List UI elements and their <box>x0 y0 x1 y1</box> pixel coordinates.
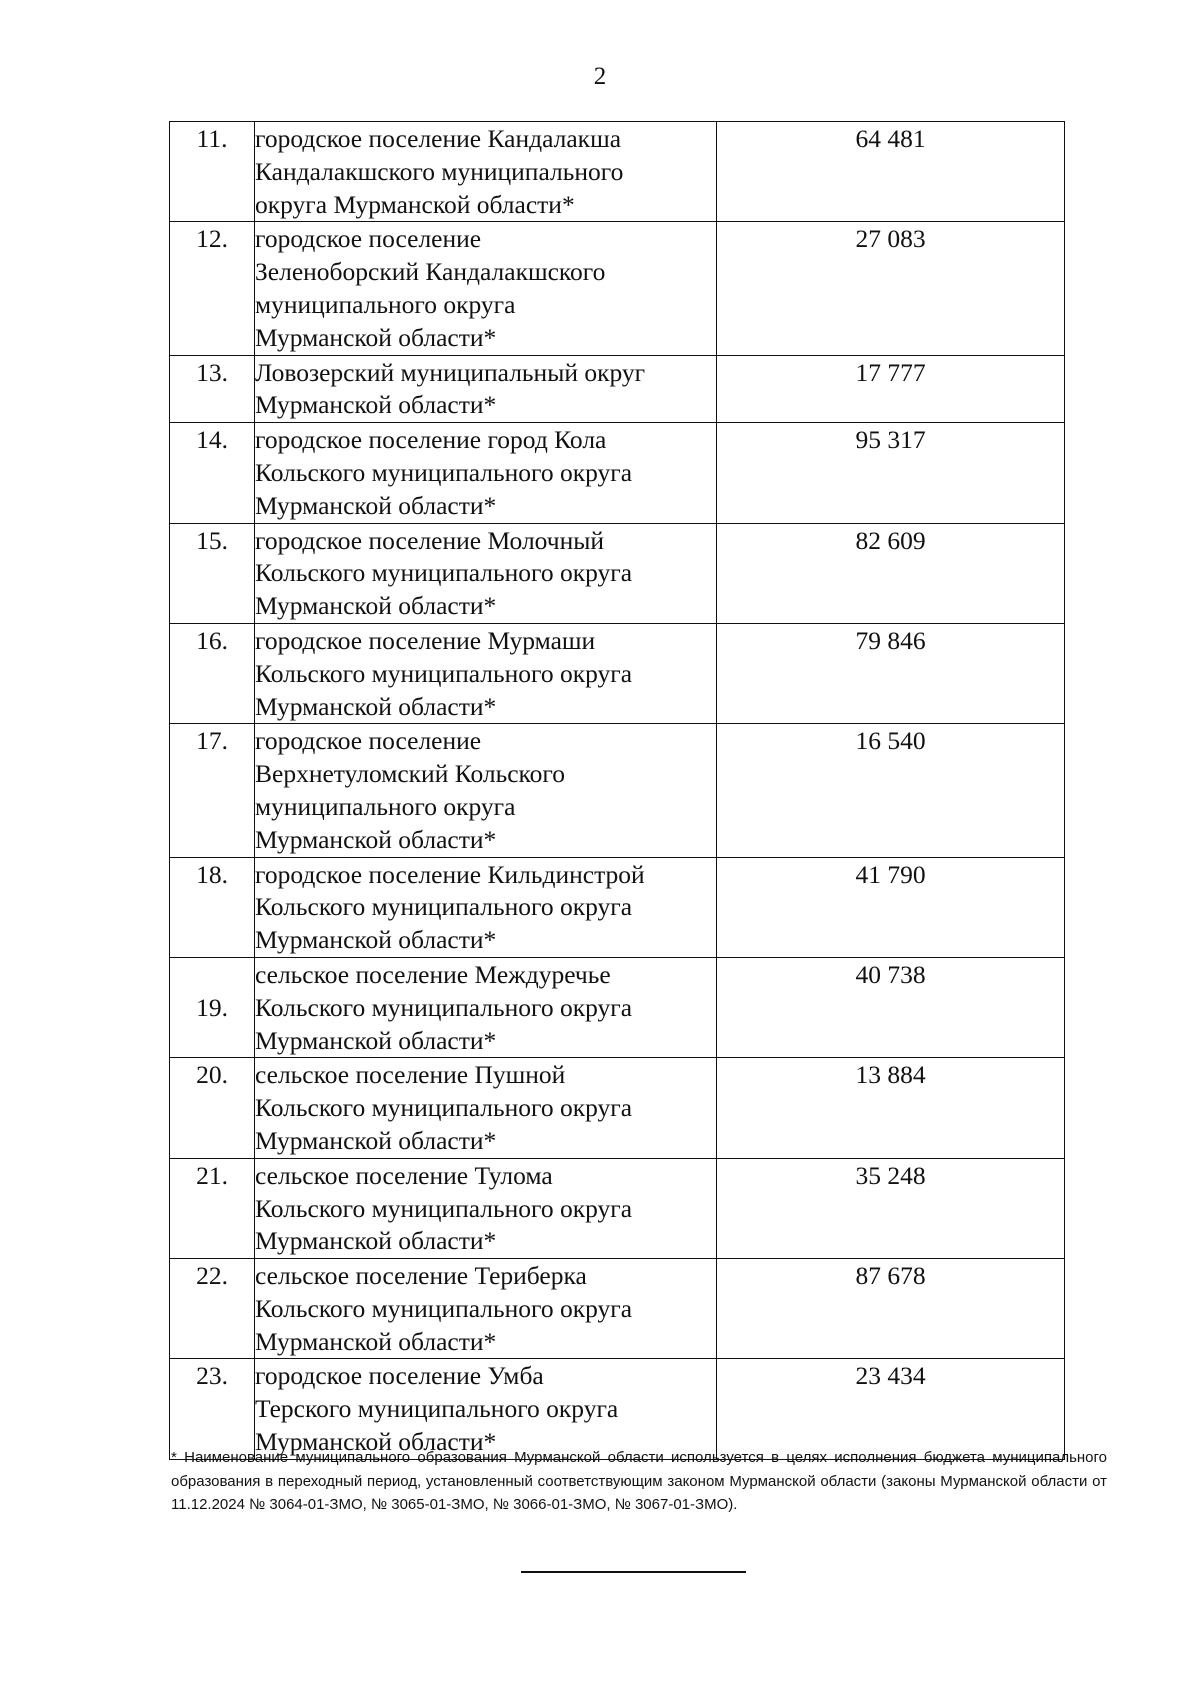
amount-value: 13 884 <box>717 1058 1065 1158</box>
municipality-name <box>255 1259 717 1359</box>
municipality-name-line: Кольского муниципального округа <box>255 892 633 922</box>
municipality-name-line: городское поселение Мурмаши <box>255 625 596 655</box>
municipality-name-line: Мурманской области* <box>255 591 497 621</box>
amount-value: 64 481 <box>717 122 1065 222</box>
table-row <box>170 957 1065 1057</box>
row-number: 22. <box>170 1259 255 1359</box>
row-number: 15. <box>170 523 255 623</box>
table-row <box>170 1259 1065 1359</box>
municipality-name <box>255 623 717 723</box>
municipality-name-line: муниципального округа <box>255 289 516 319</box>
municipality-name-line: Зеленоборский Кандалакшского <box>255 257 606 287</box>
amount-value: 95 317 <box>717 423 1065 523</box>
table-row <box>170 857 1065 957</box>
municipality-name <box>255 523 717 623</box>
municipality-name-line: Мурманской области* <box>255 1326 497 1356</box>
row-number: 20. <box>170 1058 255 1158</box>
municipality-name-line: городское поселение <box>255 726 482 756</box>
municipality-name-line: Кольского муниципального округа <box>255 1293 633 1323</box>
municipality-name-line: Мурманской области* <box>255 1427 497 1457</box>
municipality-name-line: сельское поселение Междуречье <box>255 959 611 989</box>
footnote: * Наименование муниципального образования Мурманской области используется в целях исполнения бюджета муниципального образования в переходный период, установленный соответствующим законом Мурманской области (законы Мурманской области от 11.12.2024 № 3064-01-ЗМО, № 3065-01-ЗМО, № 3066-01-ЗМО, № 3067-01-ЗМО). <box>171 1449 1107 1513</box>
municipality-name <box>255 957 717 1057</box>
municipality-name-line: муниципального округа <box>255 791 516 821</box>
municipality-name-line: Мурманской области* <box>255 1226 497 1256</box>
table-row <box>170 724 1065 857</box>
municipality-name-line: Кольского муниципального округа <box>255 558 633 588</box>
table-row <box>170 423 1065 523</box>
municipality-name-line: округа Мурманской области* <box>255 189 575 219</box>
row-number: 21. <box>170 1158 255 1258</box>
municipality-name-line: Верхнетуломский Кольского <box>255 759 565 789</box>
municipality-name-line: Мурманской области* <box>255 1125 497 1155</box>
end-rule <box>521 1571 746 1573</box>
table-row <box>170 623 1065 723</box>
row-number: 17. <box>170 724 255 857</box>
amount-value: 40 738 <box>717 957 1065 1057</box>
row-number: 14. <box>170 423 255 523</box>
municipality-name-line: Кольского муниципального округа <box>255 1193 633 1223</box>
municipality-name <box>255 222 717 355</box>
municipality-name-line: Мурманской области* <box>255 322 497 352</box>
amount-value: 23 434 <box>717 1359 1065 1459</box>
municipality-name-line: сельское поселение Тулома <box>255 1160 553 1190</box>
municipality-name-line: Терского муниципального округа <box>255 1394 619 1424</box>
municipality-name-line: Кольского муниципального округа <box>255 992 633 1022</box>
table-row <box>170 523 1065 623</box>
municipality-name-line: Мурманской области* <box>255 824 497 854</box>
amount-value: 16 540 <box>717 724 1065 857</box>
row-number: 13. <box>170 355 255 423</box>
row-number: 23. <box>170 1359 255 1459</box>
municipality-name-line: Мурманской области* <box>255 925 497 955</box>
municipality-name-line: Мурманской области* <box>255 490 497 520</box>
municipality-name-line: Кольского муниципального округа <box>255 658 633 688</box>
municipality-name-line: городское поселение Молочный <box>255 525 605 555</box>
amount-value: 87 678 <box>717 1259 1065 1359</box>
table-row <box>170 1359 1065 1459</box>
municipality-name-line: городское поселение город Кола <box>255 425 607 455</box>
distribution-table <box>169 121 1065 1460</box>
amount-value: 79 846 <box>717 623 1065 723</box>
municipality-name <box>255 423 717 523</box>
municipality-name <box>255 724 717 857</box>
municipality-name <box>255 1158 717 1258</box>
table-row <box>170 355 1065 423</box>
municipality-name-line: Ловозерский муниципальный округ <box>255 357 646 387</box>
row-number: 12. <box>170 222 255 355</box>
municipality-name-line: Мурманской области* <box>255 1025 497 1055</box>
municipality-name-line: Кольского муниципального округа <box>255 1093 633 1123</box>
municipality-name-line: городское поселение Кандалакша <box>255 124 622 153</box>
table-row <box>170 1158 1065 1258</box>
row-number: 11. <box>170 122 255 222</box>
municipality-name <box>255 857 717 957</box>
municipality-name <box>255 1359 717 1459</box>
municipality-name <box>255 122 717 222</box>
table-row <box>170 122 1065 222</box>
municipality-name-line: городское поселение <box>255 224 482 254</box>
municipality-name <box>255 1058 717 1158</box>
municipality-name-line: Кольского муниципального округа <box>255 457 633 487</box>
row-number: 19. <box>170 957 255 1057</box>
amount-value: 35 248 <box>717 1158 1065 1258</box>
row-number: 18. <box>170 857 255 957</box>
table-row <box>170 222 1065 355</box>
amount-value: 82 609 <box>717 523 1065 623</box>
table-row <box>170 1058 1065 1158</box>
municipality-name-line: Мурманской области* <box>255 691 497 721</box>
amount-value: 41 790 <box>717 857 1065 957</box>
municipality-name-line: городское поселение Кильдинстрой <box>255 859 645 889</box>
amount-value: 17 777 <box>717 355 1065 423</box>
table-body <box>170 122 1065 1460</box>
page-number: 2 <box>593 63 607 90</box>
row-number: 16. <box>170 623 255 723</box>
municipality-name-line: сельское поселение Териберка <box>255 1261 587 1291</box>
municipality-name-line: Мурманской области* <box>255 390 497 420</box>
municipality-name-line: сельское поселение Пушной <box>255 1060 566 1090</box>
amount-value: 27 083 <box>717 222 1065 355</box>
municipality-name-line: Кандалакшского муниципального <box>255 156 624 186</box>
municipality-name-line: городское поселение Умба <box>255 1361 544 1391</box>
municipality-name <box>255 355 717 423</box>
